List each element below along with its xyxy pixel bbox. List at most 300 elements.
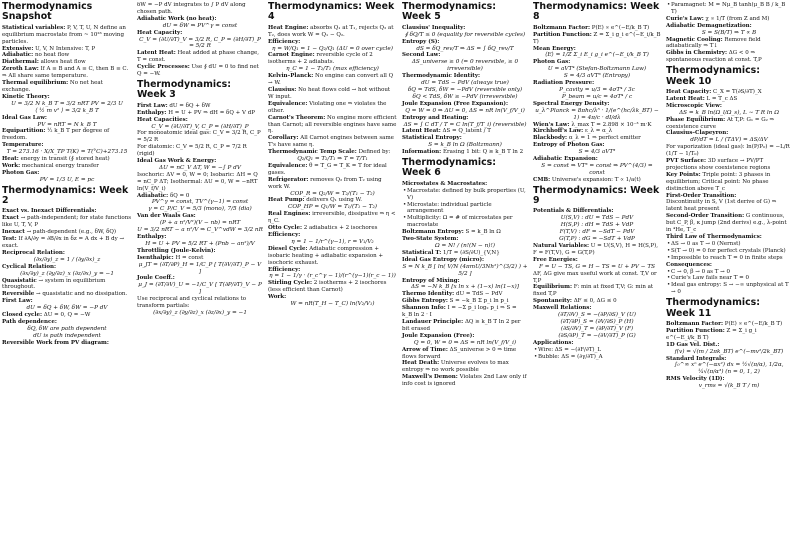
text-line xyxy=(268,149,397,156)
term-label: Phase Equilibrium: xyxy=(666,116,726,123)
term-description: allows heat flow xyxy=(40,59,86,66)
term-label: Efficiency: xyxy=(268,232,301,238)
term-description: θ = T_G = T_K = T for ideal gases. xyxy=(268,162,387,176)
term-label: Diathermal: xyxy=(2,59,39,66)
term-description: → path-dependent (e.g., δW, δQ) xyxy=(26,229,117,236)
text-line xyxy=(268,211,397,225)
term-label: Standard Integrals: xyxy=(666,355,727,362)
term-description: F: min at fixed T,V; G: min at fixed T,P xyxy=(533,284,654,298)
text-line xyxy=(137,172,263,193)
column-3 xyxy=(266,2,399,557)
equation: T = 273.16 · X/X_TP T(K) = T(°C)+273.15 xyxy=(6,149,128,156)
term-label: Thermo Identity: xyxy=(402,291,455,298)
equation: δQ < TdS, δW ≥ −PdV (irreversible) xyxy=(412,93,518,100)
text-line xyxy=(402,128,528,135)
section xyxy=(666,66,792,296)
bullet-item xyxy=(533,354,661,361)
term-label: Spectral Energy Density: xyxy=(533,100,610,107)
term-description: Adiabatic compression + isobaric heating + adiabatic expansion + isochoric exhaust. xyxy=(268,245,384,266)
equation: ΔS = ∫ C dT / T = C ln(T_f/T_i) (reversible) xyxy=(403,121,527,128)
term-description: ε_λ = α_λ xyxy=(584,128,613,135)
text-line xyxy=(666,328,792,342)
text-line xyxy=(2,298,132,305)
equation: F(T,V) : dF = −SdT − PdV xyxy=(559,229,635,236)
column-2 xyxy=(135,2,265,557)
equation: C_V = (∂U/∂T)_V, C_P = (∂H/∂T)_P xyxy=(151,123,249,130)
term-label: Van der Waals Gas: xyxy=(137,213,196,220)
term-label: Landauer Principle: xyxy=(402,318,464,325)
text-line xyxy=(2,25,132,46)
term-label: Reversible Work from PV diagram: xyxy=(2,339,109,346)
term-label: Joule Coeff.: xyxy=(137,275,175,282)
text-line xyxy=(402,250,528,257)
text-line xyxy=(402,115,528,122)
section-title: Thermodynamics: Week 10 xyxy=(666,65,760,87)
term-description: ΔF ≤ 0, ΔG ≤ 0 xyxy=(573,298,617,305)
term-description: No heat flows cold → hot without W input. xyxy=(268,86,391,100)
text-line xyxy=(402,39,528,46)
text-line xyxy=(137,130,263,144)
equation: C_V = (∂U/∂T)_V = 3/2 R, C_P = (∂H/∂T)_P = 5/2 R xyxy=(139,36,261,50)
text-line xyxy=(666,234,792,241)
bullet-item xyxy=(666,282,792,296)
equation: S = 4/3 aVT³ (Entropy) xyxy=(563,73,631,80)
term-label: Magnetic Cooling: xyxy=(666,36,723,43)
term-label: Maxwell Relations: xyxy=(533,305,592,312)
term-description: mechanical energy transfer xyxy=(21,162,99,169)
text-line xyxy=(2,80,132,94)
text-line xyxy=(268,163,397,177)
text-line xyxy=(533,32,661,46)
term-label: Wien's Law: xyxy=(533,121,570,128)
term-description: P(E) ∝ e^(−E/k_B T) xyxy=(724,320,783,327)
text-line xyxy=(533,298,661,305)
term-label: Efficiency: xyxy=(268,266,301,273)
term-label: Work: xyxy=(2,162,21,169)
term-label: Second Law: xyxy=(402,52,441,59)
term-label: Shannon Info: xyxy=(402,305,446,312)
term-description: no heat flow xyxy=(34,52,70,59)
equation: ΔS = k_B ln(Ω_l/Ω_s), L ∼ T R ln Ω xyxy=(679,109,779,116)
term-label: Kinetic Theory: xyxy=(2,93,50,100)
equation: ΔU = nC_V ΔT, W = −∫ P dV xyxy=(159,164,241,171)
text-line xyxy=(402,101,528,108)
equation: ∮ δQ/T ≤ 0 (equality for reversible cycles) xyxy=(404,31,526,38)
term-description: ΔF, ΔG give max useful work at const. T,V or T,P xyxy=(533,270,657,284)
term-description: Heat added at phase change, T = const. xyxy=(137,50,260,64)
term-label: Inexact xyxy=(2,229,25,236)
term-description: Universe's expansion: T ∝ 1/a(t) xyxy=(551,176,641,183)
term-label: Work: xyxy=(268,294,287,301)
text-line xyxy=(666,117,792,131)
text-line xyxy=(268,52,397,66)
bullet-text: Microstate: individual particle arrangement xyxy=(407,201,492,215)
equation: Q₂/Q₁ = T₂/T₁ ⇒ T = T/T₁ xyxy=(297,156,368,163)
bullet-item xyxy=(533,347,661,354)
text-line xyxy=(533,257,661,264)
text-line xyxy=(2,52,132,59)
text-line xyxy=(137,103,263,110)
term-label: Information: xyxy=(402,149,442,156)
bullet-item xyxy=(666,248,792,255)
bullet-item xyxy=(402,215,528,229)
term-label: Quasistatic xyxy=(2,277,37,284)
text-line xyxy=(2,291,132,298)
term-label: Cyclic Processes: xyxy=(137,64,190,71)
equation: v_rms = √(k_B T / m) xyxy=(698,383,760,390)
text-line xyxy=(666,16,792,23)
text-line xyxy=(137,255,263,262)
text-line xyxy=(402,333,528,340)
equation: ΔS = −N k_B [x ln x + (1−x) ln(1−x)] xyxy=(411,284,519,291)
equation: f(v) = √(m / 2πk_BT) e^(−mv²/2k_BT) xyxy=(674,348,784,355)
text-line xyxy=(666,199,792,213)
section-title: Thermodynamics: Week 11 xyxy=(666,297,760,319)
equation: η = 1 − 1/γ · (r_c^γ − 1)/(r^(γ−1)(r_c − 1)) xyxy=(269,273,396,280)
text-line xyxy=(2,340,132,347)
term-label: Spontaneity: xyxy=(533,298,572,305)
term-label: Statistical variables: xyxy=(2,24,66,31)
term-label: Ideal Gas Law: xyxy=(2,114,47,121)
text-line xyxy=(137,296,263,310)
term-label: Two-State System: xyxy=(402,236,459,243)
text-line xyxy=(666,172,792,193)
text-line xyxy=(533,25,661,32)
equation: δQ, δW are path dependent xyxy=(27,325,107,332)
section-title: Thermodynamics: Week 9 xyxy=(533,184,660,207)
term-label: Key Points: xyxy=(666,171,701,178)
text-line xyxy=(137,50,263,64)
term-description: Defined by: xyxy=(358,149,391,156)
bullet-item xyxy=(666,241,792,248)
section-title: Thermodynamics: Week 6 xyxy=(402,157,496,179)
equation: G(T,P) : dG = −SdT + VdP xyxy=(559,236,635,243)
term-description: ΔQ ≥ k_B T ln 2 per bit erased xyxy=(402,318,521,332)
equation: COP_HP = Q₁/W = T₁/(T₁ − T₂) xyxy=(288,204,377,211)
bullet-text: Curie's Law fails near T = 0 xyxy=(671,275,749,282)
equation: dS = δQ_rev/T ⇒ ΔS = ∫ δQ_rev/T xyxy=(416,45,514,52)
term-label: Gibbs Entropy: xyxy=(402,298,448,305)
text-line xyxy=(137,30,263,37)
equation: ⟨ ½ m v² ⟩ = 3/2 k_B T xyxy=(35,107,99,114)
term-description: → quasistatic and no dissipation. xyxy=(36,291,128,298)
equation: (∂x/∂y)_z (∂y/∂z)_x (∂z/∂x)_y = −1 xyxy=(153,309,247,316)
term-description: U, V, N Intensive: T, P xyxy=(35,45,96,52)
text-line xyxy=(2,73,132,80)
section xyxy=(2,2,132,184)
text-line xyxy=(268,232,397,239)
term-description: → path-independent; for state functions like U, T, V, P xyxy=(2,215,132,229)
text-line xyxy=(137,158,263,165)
section xyxy=(402,158,528,388)
term-label: Applications: xyxy=(533,339,574,346)
term-label: Heat Pump: xyxy=(268,197,305,204)
text-line xyxy=(402,374,528,388)
term-label: Partition Function: xyxy=(533,31,592,38)
text-line xyxy=(666,321,792,328)
text-line xyxy=(137,16,263,23)
term-description: ½ k_B T per degree of freedom. xyxy=(2,128,110,142)
term-label: Zeroth Law: xyxy=(2,66,39,73)
equation: (∂x/∂y)_z = 1 / (∂y/∂x)_z xyxy=(33,256,101,263)
term-label: Heat Engine: xyxy=(268,24,309,31)
equation: dU = δW ⇒ PV^γ = const xyxy=(162,22,238,29)
equation: μ_J = (∂T/∂V)_U = −1/C_V [ T(∂P/∂T)_V − P ] xyxy=(138,282,262,296)
equation: PV = nRT = N k_B T xyxy=(37,121,97,128)
term-label: Curie's Law: xyxy=(666,15,704,22)
term-label: Latent Heat: xyxy=(666,95,705,102)
term-description: 2 isotherms + 2 isochores (less efficient than Carnot) xyxy=(268,280,387,294)
term-description: ΔS = Q_latent / T xyxy=(442,128,491,135)
equation: (∂T/∂V)_S = −(∂P/∂S)_V (U) xyxy=(558,312,636,319)
term-label: Adiabatic Expansion: xyxy=(533,156,598,163)
text-line xyxy=(2,128,132,142)
term-label: Boltzmann Factor: xyxy=(666,320,724,327)
term-label: Real Engines: xyxy=(268,211,311,218)
text-line xyxy=(268,280,397,294)
equation: η = W/Q₁ = 1 − Q₂/Q₁ (ΔU = 0 over cycle) xyxy=(272,45,393,52)
term-label: Heat Capacities: xyxy=(137,116,188,123)
bullet-text: C → 0, β → 0 as T → 0 xyxy=(671,268,730,275)
term-description: 1/T = (∂S/∂U)_{V,N} xyxy=(443,249,500,256)
text-line xyxy=(2,94,132,101)
text-line xyxy=(666,158,792,172)
term-label: Gibbs in Chemistry: xyxy=(666,50,728,57)
term-label: Heat Capacity: xyxy=(137,29,183,36)
term-description: For vaporization (ideal gas): ln(P/P₀) = −L/R (1/T − 1/T₀) xyxy=(666,144,790,158)
term-description: Z = Σ_i g_i e^(−E_i/k_B T) xyxy=(533,31,661,45)
term-label: Adiabatic Work (no heat): xyxy=(137,15,217,22)
text-line xyxy=(2,250,132,257)
text-line xyxy=(268,177,397,191)
term-label: Blackbody: xyxy=(533,135,568,142)
equation: P_cavity = u/3 = 4σT⁴ / 3c xyxy=(559,86,635,93)
equation: U = 3/2 nRT − a n²/V ⇒ C_V^vdW = 3/2 nR xyxy=(137,227,263,234)
term-label: Clausius: xyxy=(268,86,297,93)
term-label: Exact vs. Inexact Differentials: xyxy=(2,208,97,215)
section-title: Thermodynamics: Week 4 xyxy=(268,2,395,23)
term-label: RMS Velocity (1D): xyxy=(666,376,725,383)
term-description: P, V, T, U, N define an equilibrium macrostate from ~ 10²³ moving particles. xyxy=(2,24,126,45)
text-line xyxy=(2,264,132,271)
text-line xyxy=(666,50,792,64)
term-description: dU = TdS − PdV xyxy=(455,291,503,298)
term-label: Thermodynamic Identity: xyxy=(402,73,481,80)
term-description: → system in equilibrium throughout. xyxy=(2,277,106,291)
term-label: Latent Heat: xyxy=(402,128,441,135)
term-description: ΔU = 0, Q = −W xyxy=(43,312,91,319)
term-label: Third Law of Thermodynamics: xyxy=(666,234,762,240)
bullet-text: Impossible to reach T = 0 in finite steps xyxy=(671,254,783,261)
equation: S = k_B ln Ω (Boltzmann) xyxy=(428,142,502,149)
equation: F = U − TS, G = H − TS = U + PV − TS xyxy=(538,263,656,270)
text-line xyxy=(533,340,661,347)
bullet-item xyxy=(666,2,792,16)
text-line xyxy=(268,115,397,136)
section xyxy=(666,2,792,64)
term-label: Carnot's Theorem: xyxy=(268,114,326,121)
text-line xyxy=(2,46,132,53)
term-description: P(E) ∝ e^(−E/k_B T) xyxy=(591,24,650,31)
term-label: First Law: xyxy=(137,102,168,109)
term-label: Kirchhoff's Law: xyxy=(533,128,584,135)
bullet-text: Bubble: ΔS = (∂γ/∂T)_A xyxy=(538,353,603,360)
term-label: Radiation Pressure: xyxy=(533,80,595,87)
text-line xyxy=(666,23,792,30)
term-label: Second-Order Transition: xyxy=(666,213,745,220)
term-label: Latent Heat: xyxy=(137,50,176,57)
equation: dU is path independent xyxy=(33,332,101,339)
text-line xyxy=(137,64,263,78)
term-label: Corollary: xyxy=(268,135,299,142)
text-line xyxy=(666,342,792,349)
equation: dU = TdS − PdV (always true) xyxy=(421,80,509,87)
text-line xyxy=(137,117,263,124)
equation: (∂x/∂y)_z (∂y/∂z)_x (∂z/∂x)_y = −1 xyxy=(20,270,114,277)
term-label: Partition Function: xyxy=(666,327,725,334)
term-label: Equivalence: xyxy=(268,162,308,169)
term-label: Exact xyxy=(2,215,19,222)
equation: H(S,P) : dH = TdS + VdP xyxy=(560,222,634,229)
term-label: Heat Capacity: xyxy=(666,88,712,95)
term-description: Remove field adiabatically ⇒ T↓ xyxy=(666,36,761,50)
term-description: H = const xyxy=(175,254,204,261)
term-description: α_λ = 1 ⇒ perfect emitter xyxy=(568,135,641,142)
text-line xyxy=(533,243,661,257)
text-line xyxy=(268,25,397,39)
term-label: Refrigerator: xyxy=(268,176,309,183)
equation: PV = 1/3 U, E = pc xyxy=(39,176,95,183)
text-line xyxy=(533,80,661,87)
term-label: Enthalpy: xyxy=(137,109,167,116)
term-description: Erasing 1 bit: Q ≥ k_B T ln 2 xyxy=(442,149,524,156)
term-label: Enthalpy: xyxy=(137,234,167,240)
term-label: Isenthalpic: xyxy=(137,254,174,261)
text-line xyxy=(2,229,132,236)
section xyxy=(666,298,792,390)
text-line xyxy=(402,298,528,305)
equation: γ = C_P/C_V = 5/3 (mono), 7/5 (dia) xyxy=(148,206,252,213)
equation: H = U + PV = 5/2 RT + (Pnb − an²)/V xyxy=(145,240,255,247)
text-line xyxy=(2,170,132,177)
text-line xyxy=(268,87,397,101)
bullet-text: Ideal gas entropy: S → −∞ unphysical at T → 0 xyxy=(671,282,789,296)
term-description: S = −k_B Σ p_i ln p_i xyxy=(449,298,509,305)
text-line xyxy=(533,135,661,142)
bullet-text: Multiplicity: Ω = # of microstates per macrostate xyxy=(407,215,513,229)
term-label: Diesel Cycle: xyxy=(268,245,308,252)
term-description: absorbs Q₁ at T₁, rejects Q₂ at T₂, does work W = Q₁ − Q₂. xyxy=(268,24,394,38)
term-label: Arrow of Time: xyxy=(402,346,448,353)
term-label: Otto Cycle: xyxy=(268,225,302,232)
equation: ∫₀^∞ xⁿ e^(−αx²) dx = ½√(π/α), 1/2α, ¼√(π/α³) (n = 0, 1, 2) xyxy=(674,362,784,376)
term-label: Microstates & Macrostates: xyxy=(402,180,488,187)
term-description: S = k_B ln Ω xyxy=(465,229,501,236)
text-line xyxy=(402,149,528,156)
bullet-item xyxy=(666,255,792,262)
term-description: U = U(S,V), H = H(S,P), F = F(T,V), G = G(T,P) xyxy=(533,243,659,256)
term-label: Adiabatic: xyxy=(137,192,169,199)
term-description: energy in transit (∮ stored heat) xyxy=(20,156,110,163)
term-label: PVT Surface: xyxy=(666,158,707,165)
term-description: H = U + PV ⇒ dH = δQ + V dP xyxy=(168,109,255,116)
equation: S = const ⇒ VT³ = const ⇒ PV^(4/3) = const xyxy=(541,162,653,176)
term-label: Entropy and Heating: xyxy=(402,114,469,121)
equation: U = aVT⁴ (Stefan-Boltzmann Law) xyxy=(547,66,647,73)
text-line xyxy=(402,291,528,298)
term-description: ΔS_universe > 0 ⇒ time flows forward xyxy=(402,346,517,360)
bullet-text: Macrostate: defined by bulk properties (U, V) xyxy=(407,187,526,201)
term-label: Equilibrium: xyxy=(533,284,572,291)
text-line xyxy=(533,101,661,108)
text-line xyxy=(2,236,132,250)
bullet-item xyxy=(666,269,792,276)
term-label: Maxwell's Demon: xyxy=(402,374,458,381)
term-label: Carnot Engine: xyxy=(268,52,315,59)
text-line xyxy=(402,229,528,236)
text-line xyxy=(2,278,132,292)
term-label: Throttling (Joule-Kelvin): xyxy=(137,247,216,254)
term-description: 2 adiabatics + 2 isochores xyxy=(303,225,378,232)
term-label: Boltzmann Factor: xyxy=(533,24,591,31)
equation: δQ = TdS, δW = −PdV (reversible only) xyxy=(407,86,523,93)
term-description: Z = Σ_i g_i e^(−E_i/k_B T) xyxy=(666,327,757,341)
text-line xyxy=(666,37,792,51)
term-description: Discontinuity in S, V (1st derive of G) ⇒ latent heat present xyxy=(666,199,777,213)
text-line xyxy=(2,156,132,163)
text-line xyxy=(137,144,263,158)
term-label: Adiabatic Demagnetization: xyxy=(666,22,752,29)
section-title: Thermodynamics: Week 2 xyxy=(2,184,129,207)
equation: (∂S/∂V)_T = (∂P/∂T)_V (F) xyxy=(560,325,634,332)
equation: S = S(B/T) ⇒ T ∝ B xyxy=(701,29,757,36)
term-label: Mean Energy: xyxy=(533,45,576,52)
text-line xyxy=(402,25,528,32)
equation: U(S,V) : dU = TdS − PdV xyxy=(560,215,634,222)
column-4 xyxy=(400,2,530,557)
term-description: reversible cycle of 2 isotherms + 2 adiabats. xyxy=(268,52,373,66)
term-label: Thermodynamic Temp Scale: xyxy=(268,149,357,156)
term-label: Statistical Entropy: xyxy=(402,135,462,142)
text-line xyxy=(666,89,792,96)
term-label: Cyclical Relation: xyxy=(2,263,57,270)
term-label: Heat Death: xyxy=(402,360,440,367)
text-line xyxy=(2,215,132,229)
term-label: Extensive: xyxy=(2,45,34,52)
equation: Ω = N! / (n!(N − n)!) xyxy=(434,243,496,249)
term-label: Joule Expansion (Free Expansion): xyxy=(402,100,509,107)
term-description: Use ∮ dU = 0 to find net Q = −W. xyxy=(137,64,259,78)
bullet-item xyxy=(666,275,792,282)
term-description: G continuous, but C_P, β, κ jump (2nd derivs) e.g., λ-point in ⁴He, T_c xyxy=(666,213,787,234)
term-description: No net heat exchange. xyxy=(2,80,103,93)
term-description: δQ = 0 xyxy=(169,192,190,199)
equation: η_C = 1 − T₂/T₁ (max efficiency) xyxy=(286,66,379,73)
section xyxy=(533,186,661,361)
text-line xyxy=(533,177,661,184)
term-description: Violating one ⇒ violates the other. xyxy=(268,100,387,114)
column-6 xyxy=(664,2,794,557)
text-line xyxy=(2,59,132,66)
term-label: Photon Gas: xyxy=(2,169,40,176)
text-line xyxy=(533,156,661,163)
term-label: Potentials & Differentials: xyxy=(533,208,614,215)
section xyxy=(2,186,132,347)
text-line xyxy=(2,319,132,326)
term-label: Clausius–Clapeyron: xyxy=(666,130,729,137)
equation: W = nR(T_H − T_C) ln(V₂/V₁) xyxy=(290,301,375,308)
equation: S = N k_B [ ln( V/N (4πmU/3Nh²)^(3/2) ) + 5/2 ] xyxy=(402,263,528,277)
